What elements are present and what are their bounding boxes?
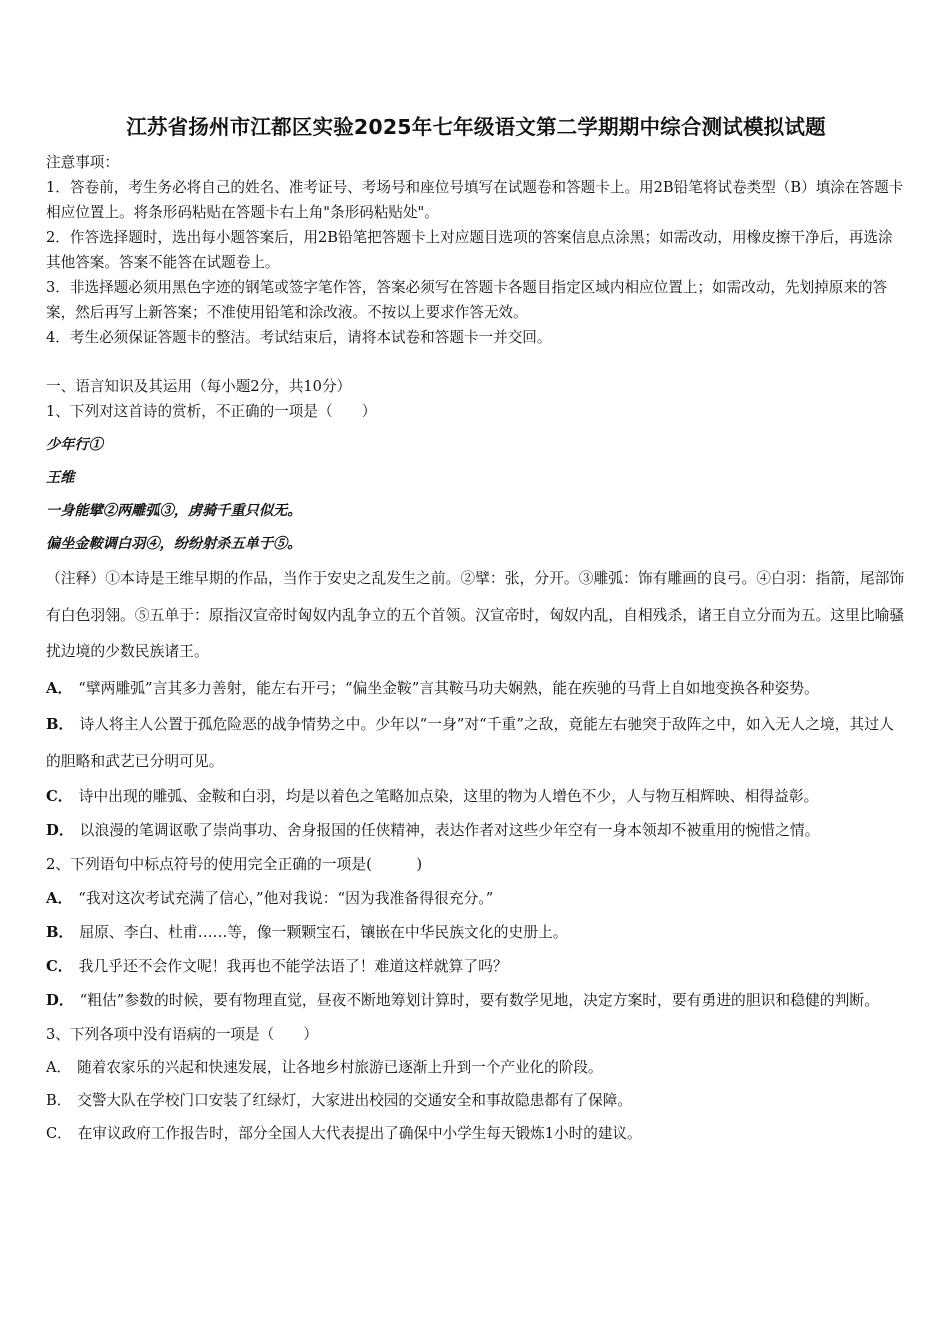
q3-option-c-text: 在审议政府工作报告时，部分全国人大代表提出了确保中小学生每天锻炼1小时的建议。: [77, 1125, 642, 1142]
q1-option-d-text: 以浪漫的笔调讴歌了崇尚事功、舍身报国的任侠精神，表达作者对这些少年空有一身本领却不被重用的惋惜之情。: [79, 822, 820, 839]
notice-item-2: 2．作答选择题时，选出每小题答案后，用2B铅笔把答题卡上对应题目选项的答案信息点涂黑；如需改动，用橡皮擦干净后，再选涂其他答案。答案不能答在试题卷上。: [46, 229, 893, 271]
question-1-stem: 1、下列对这首诗的赏析，不正确的一项是（ ）: [46, 403, 377, 420]
notice-heading: 注意事项：: [46, 154, 119, 171]
question-2-stem: 2、下列语句中标点符号的使用完全正确的一项是( ): [46, 856, 423, 873]
q1-option-a: [46, 671, 906, 708]
q3-option-b: [46, 1084, 906, 1117]
section-1-heading: 一、语言知识及其运用（每小题2分，共10分）: [46, 378, 352, 395]
q2-option-b-text: 屈原、李白、杜甫……等，像一颗颗宝石，镶嵌在中华民族文化的史册上。: [79, 924, 568, 941]
q1-option-a-label: A．: [46, 679, 73, 697]
q1-option-c-text: 诗中出现的雕弧、金鞍和白羽，均是以着色之笔略加点染，这里的物为人增色不少，人与物互相辉映、相得益彰。: [78, 788, 819, 805]
q3-option-a-text: 随着农家乐的兴起和快速发展，让各地乡村旅游已逐渐上升到一个产业化的阶段。: [77, 1059, 603, 1076]
poem-line-1: 一身能擘②两雕弧③，虏骑千重只似无。: [46, 503, 302, 519]
q1-option-a-text: “擘两雕弧”言其多力善射，能左右开弓；“偏坐金鞍”言其鞍马功夫娴熟，能在疾驰的马背上自如地变换各种姿势。: [78, 679, 819, 697]
q2-option-b-label: B．: [46, 924, 74, 941]
question-1: [46, 399, 906, 848]
q1-option-d: [46, 814, 906, 848]
q3-option-b-text: 交警大队在学校门口安装了红绿灯，大家进出校园的交通安全和事故隐患都有了保障。: [77, 1092, 632, 1109]
q2-option-b: [46, 916, 906, 950]
poem-annotation: （注释）①本诗是王维早期的作品，当作于安史之乱发生之前。②擘：张，分开。③雕弧：饰有雕画的良弓。④白羽：指箭，尾部饰有白色羽翎。⑤五单于：原指汉宣帝时匈奴内乱争立的五个首领。汉宣帝时，匈奴内乱，自相残杀，诸王自立分而为五。这里比喻骚扰边境的少数民族诸王。: [46, 570, 905, 660]
question-3-stem: 3、下列各项中没有语病的一项是（ ）: [46, 1026, 318, 1043]
notice-item-3: 3．非选择题必须用黑色字迹的钢笔或签字笔作答，答案必须写在答题卡各题目指定区域内相应位置上；如需改动，先划掉原来的答案，然后再写上新答案；不准使用铅笔和涂改液。不按以上要求作答无效。: [46, 279, 888, 321]
q1-option-c: [46, 780, 906, 814]
q2-option-d: [46, 984, 906, 1018]
notice-block: [46, 150, 906, 350]
q2-option-c-label: C．: [46, 958, 73, 975]
q3-option-c-label: C．: [46, 1125, 72, 1142]
q2-option-d-label: D．: [46, 992, 74, 1009]
q1-option-c-label: C．: [46, 788, 73, 805]
section-spacer: [46, 350, 906, 374]
notice-item-1: 1．答卷前，考生务必将自己的姓名、准考证号、考场号和座位号填写在试题卷和答题卡上。用2B铅笔将试卷类型（B）填涂在答题卡相应位置上。将条形码粘贴在答题卡右上角"条形码粘贴处"。: [46, 179, 904, 221]
q3-option-c: [46, 1117, 906, 1150]
q2-option-c-text: 我几乎还不会作文呢！我再也不能学法语了！难道这样就算了吗？: [78, 958, 508, 975]
poem-author: 王维: [46, 470, 75, 486]
notice-item-4: 4．考生必须保证答题卡的整洁。考试结束后，请将本试卷和答题卡一并交回。: [46, 329, 552, 346]
q1-option-b-label: B．: [46, 716, 74, 733]
q3-option-a: [46, 1051, 906, 1084]
q3-option-b-label: B．: [46, 1092, 72, 1109]
q2-option-a-label: A．: [46, 890, 73, 907]
question-2: [46, 848, 906, 1018]
poem-title: 少年行①: [46, 437, 103, 453]
q2-option-c: [46, 950, 906, 984]
q2-option-a: [46, 882, 906, 916]
q1-option-b: [46, 707, 906, 780]
q1-option-d-label: D．: [46, 822, 74, 839]
q2-option-a-text: “我对这次考试充满了信心，”他对我说：“因为我准备得很充分。”: [78, 890, 494, 907]
q2-option-d-text: “粗估”参数的时候，要有物理直觉，昼夜不断地筹划计算时，要有数学见地，决定方案时，要有勇进的胆识和稳健的判断。: [79, 992, 880, 1009]
exam-title: 江苏省扬州市江都区实验2025年七年级语文第二学期期中综合测试模拟试题: [126, 115, 826, 139]
q3-option-a-label: A．: [46, 1059, 72, 1076]
question-3: [46, 1018, 906, 1150]
poem-line-2: 偏坐金鞍调白羽④，纷纷射杀五单于⑤。: [46, 536, 302, 552]
q1-option-b-text: 诗人将主人公置于孤危险恶的战争情势之中。少年以“一身”对“千重”之敌，竟能左右驰突于敌阵之中，如入无人之境，其过人的胆略和武艺已分明可见。: [46, 716, 894, 770]
